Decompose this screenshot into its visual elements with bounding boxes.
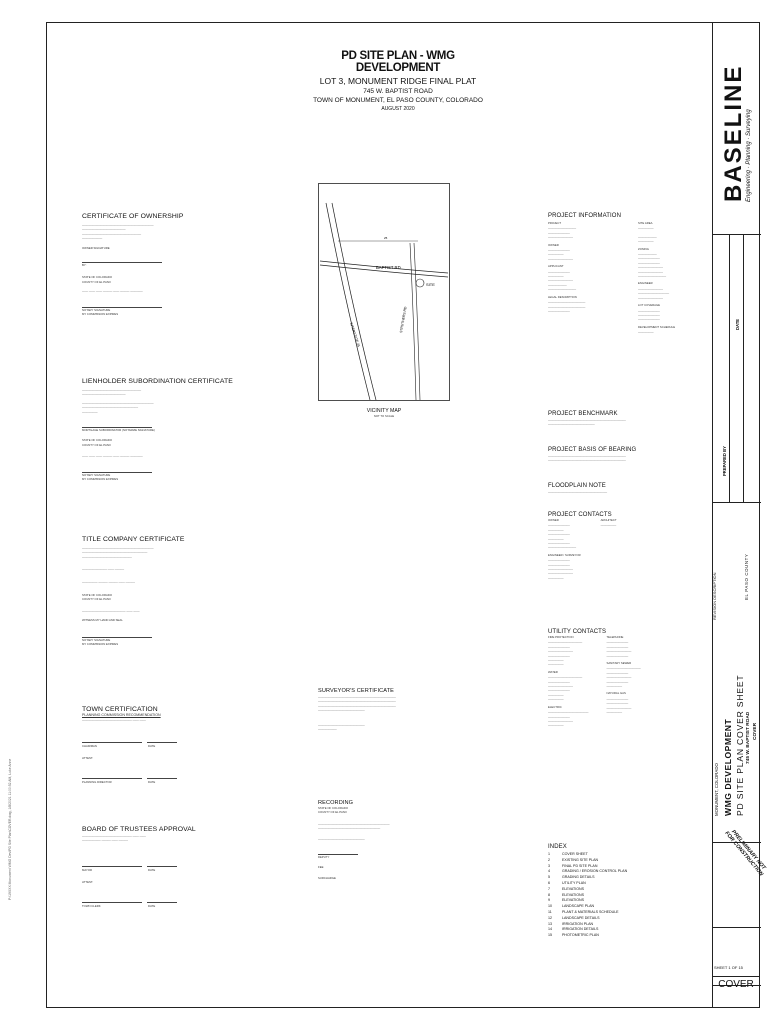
- index-number: 7: [548, 886, 550, 891]
- date-label: DATE: [148, 903, 156, 908]
- date-line[interactable]: [147, 742, 177, 743]
- county-strip-label: EL PASO COUNTY: [744, 553, 749, 600]
- date-line[interactable]: [147, 902, 177, 903]
- water-label: WATER: [548, 669, 558, 674]
- client-name: WMG DEVELOPMENT: [723, 718, 733, 816]
- applicant-label: APPLICANT: [548, 264, 564, 269]
- section-heading: UTILITY CONTACTS: [548, 629, 607, 635]
- sheet-subtitle: 745 W. BAPTIST ROAD: [746, 711, 751, 764]
- date-line[interactable]: [147, 866, 177, 867]
- index-number: 9: [548, 898, 550, 903]
- index-number: 15: [548, 933, 552, 938]
- sheet-subtitle-2: COVER: [753, 722, 758, 740]
- floodplain-note: FLOODPLAIN NOTE ______________________________________: [548, 483, 708, 493]
- index-number: 13: [548, 921, 552, 926]
- mayor-label: MAYOR: [82, 867, 93, 872]
- deputy-label: DEPUTY: [318, 855, 330, 860]
- mortgage-label: MORTGAGE SUBORDINATOR (NOTARIZE SIGNATURE): [82, 428, 155, 433]
- project-benchmark: PROJECT BENCHMARK __________________________________________________ ______________________________: [548, 411, 708, 426]
- notary-label: NOTARY SIGNATURE: [82, 472, 111, 477]
- index-number: 6: [548, 880, 550, 885]
- section-heading: SURVEYOR'S CERTIFICATE: [318, 688, 394, 694]
- section-heading: PROJECT BENCHMARK: [548, 411, 618, 417]
- county-label: COUNTY OF EL PASO: [82, 279, 111, 284]
- index-number: 10: [548, 904, 552, 909]
- index-sheet-name: LANDSCAPE DETAILS: [562, 915, 600, 920]
- section-heading: TOWN CERTIFICATION: [82, 706, 158, 713]
- engineer-label: ENGINEER: [638, 281, 653, 286]
- preliminary-stamp: PRELIMINARY NOT FOR CONSTRUCTION: [723, 829, 767, 878]
- prepared-by-label: PREPARED BY: [722, 446, 727, 476]
- lot-coverage-label: LOT COVERAGE: [638, 303, 661, 308]
- section-heading: FLOODPLAIN NOTE: [548, 483, 606, 489]
- date-col-label: DATE: [735, 318, 740, 330]
- vicinity-map: [318, 183, 450, 401]
- index-sheet-name: PHOTOMETRIC PLAN: [562, 933, 599, 938]
- index-number: 11: [548, 909, 552, 914]
- index-sheet-name: ELEVATIONS: [562, 898, 585, 903]
- section-heading: BOARD OF TRUSTEES APPROVAL: [82, 826, 196, 833]
- index-sheet-name: GRADING DETAILS: [562, 875, 595, 880]
- index-number: 12: [548, 915, 552, 920]
- road-label-baptist: BAPTIST RD: [376, 265, 401, 270]
- road-label-i25: INTERSTATE 25: [349, 322, 361, 348]
- telephone-label: TELEPHONE: [606, 635, 624, 639]
- index-sheet-name: LANDSCAPE PLAN: [562, 904, 595, 909]
- attest-label: ATTEST:: [82, 755, 93, 760]
- index-sheet-name: IRRIGATION PLAN: [562, 921, 594, 926]
- index-sheet-name: IRRIGATION DETAILS: [562, 927, 599, 932]
- sheet-title-block: [723, 719, 733, 816]
- sheet-title: PD SITE PLAN COVER SHEET: [735, 674, 745, 816]
- index-sheet-name: UTILITY PLAN: [562, 880, 586, 885]
- commission-label: MY COMMISSION EXPIRES: [82, 642, 119, 647]
- cover-label: COVER: [712, 976, 760, 990]
- project-label: PROJECT: [548, 221, 562, 225]
- sheet-index: [548, 844, 658, 939]
- date-label: DATE: [148, 867, 156, 872]
- address: 745 W. BAPTIST ROAD: [363, 88, 433, 95]
- date: AUGUST 2020: [381, 106, 415, 112]
- surveyor-certificate: SURVEYOR'S CERTIFICATE __________________________________________________ __________________________________________________ __________________________________________________ ______________________________ ______________________________ ____________: [318, 688, 458, 730]
- company-services: Engineering · Planning · Surveying: [746, 109, 752, 202]
- company-name: BASELINE: [720, 64, 747, 202]
- sanitary-label: SANITARY SEWER: [606, 661, 632, 666]
- index-number: 3: [548, 863, 550, 868]
- state-label: STATE OF COLORADO: [82, 275, 113, 280]
- index-sheet-name: FINAL PD SITE PLAN: [562, 863, 598, 868]
- town: TOWN OF MONUMENT, EL PASO COUNTY, COLORADO: [313, 97, 483, 104]
- zoning-label: ZONING: [638, 246, 649, 251]
- planning-director-label: PLANNING DIRECTOR: [82, 779, 112, 784]
- index-list: [548, 852, 658, 939]
- company-logo: [722, 65, 753, 202]
- chairman-label: CHAIRMAN: [82, 743, 97, 748]
- road-label-struthers: STRUTHERS RD: [399, 306, 408, 334]
- section-heading: LIENHOLDER SUBORDINATION CERTIFICATE: [82, 378, 233, 385]
- county-label: COUNTY OF EL PASO: [82, 597, 111, 602]
- date-label: DATE: [148, 743, 156, 748]
- sheet-title-wrap: [735, 675, 745, 816]
- sheet-num: 1: [728, 965, 731, 970]
- county-label: COUNTY OF EL PASO: [82, 442, 111, 447]
- attest-label: ATTEST:: [82, 879, 93, 884]
- index-number: 5: [548, 875, 550, 880]
- site-area-label: SITE AREA: [638, 221, 653, 225]
- index-sheet-name: COVER SHEET: [562, 852, 588, 856]
- board-approval: BOARD OF TRUSTEES APPROVAL ________________________________ ____ ____ ____________ ______ ____ ______ MAYOR DATE ATTEST: TOWN CLERK DATE: [82, 826, 282, 912]
- engineer-contact-label: ENGINEER / SURVEYOR: [548, 552, 581, 557]
- fee-label: FEE: [318, 865, 324, 870]
- index-sheet-name: PLANT & MATERIALS SCHEDULE: [562, 909, 619, 914]
- owner-label: OWNER: [548, 242, 559, 247]
- sheet-total: 15: [738, 965, 743, 970]
- signature-line[interactable]: [82, 742, 142, 743]
- by-label: BY:: [82, 263, 87, 268]
- state-label: STATE OF COLORADO: [82, 438, 113, 443]
- schedule-label: DEVELOPMENT SCHEDULE: [638, 324, 676, 329]
- title-block: [298, 50, 498, 112]
- lienholder-certificate: LIENHOLDER SUBORDINATION CERTIFICATE ______________________________________ ____________________________ ______________________________________________ ____________________________________ __________ MORTGAGE SUBORDINATOR (NOTARIZE SIGNATURE) STATE OF COLORADO COUNTY OF EL PASO ____ ____ ____ ______ ____ ______ ________ NOTARY SIGNATURE MY COMMISSION EXPIRES: [82, 378, 282, 481]
- index-sheet-name: ELEVATIONS: [562, 892, 585, 897]
- signature-line[interactable]: [82, 778, 142, 779]
- title-company-certificate: TITLE COMPANY CERTIFICATE ______________________________________________ __________________________________________ ________________________________ ________________ ____ ______ __________ ______ ______ ____ ______ STATE OF COLORADO COUNTY OF EL PASO ____________________________ ____ ____ WITNESS MY HAND AND SEAL NOTARY SIGNATURE MY COMMISSION EXPIRES: [82, 536, 282, 646]
- project-information: PROJECT INFORMATION PROJECT __________________ ______________ ________________ OWNER ______________ __________ ________________ APPLICANT ______________ __________ ________________ ____________ __________________ LEGAL DESCRIPTION ________________________ ________________________ ______________ SITE AREA __________ ____________ __________ ZONING ____________ ______________ ______________ ________________ ________________ __________________ ENGINEER ________________ ____________________ ________________ LOT COVERAGE ______________ ______________ ______________ DEVELOPMENT SCHEDULE __________: [548, 213, 708, 334]
- owner-contact-label: OWNER: [548, 518, 559, 522]
- file-path-note: P:\19XXX Monument WMG Dev\PD Site Plan\COVER.dwg, 1/8/2021 11:00:52 AM, Luke Anne: [8, 758, 12, 900]
- index-number: 4: [548, 869, 550, 874]
- vicinity-heading: VICINITY MAP: [366, 408, 402, 414]
- owner-signature-label: OWNER SIGNATURE: [82, 245, 110, 250]
- architect-contact-label: ARCHITECT: [600, 518, 617, 522]
- state-label: STATE OF COLORADO: [318, 806, 349, 810]
- notary-label: NOTARY SIGNATURE: [82, 307, 111, 312]
- subheading: PLANNING COMMISSION RECOMMENDATION: [82, 713, 161, 717]
- utility-contacts: UTILITY CONTACTS FIRE PROTECTION ______________________ ______________ ________________ ______________ __________ __________ WATER ______________________ ______________ ________________ ______________ __________ __________ ELECTRIC __________________________ ______________ ________________ __________ TELEPHONE ______________ ______________ ________________ ______________ SANITARY SEWER ______________________ ______________ ________________ ______________ __________ NATURAL GAS ______________ ______________ ________________ __________: [548, 629, 708, 727]
- section-heading: TITLE COMPANY CERTIFICATE: [82, 536, 185, 543]
- project-basis-bearing: PROJECT BASIS OF BEARING __________________________________________________ __________________________________________________: [548, 447, 708, 462]
- index-sheet-name: EXISTING SITE PLAN: [562, 857, 599, 862]
- commission-label: MY COMMISSION EXPIRES: [82, 477, 119, 482]
- signature-line[interactable]: [82, 902, 142, 903]
- index-number: 14: [548, 927, 552, 932]
- index-sheet-name: ELEVATIONS: [562, 886, 585, 891]
- vicinity-caption: [348, 408, 420, 418]
- electric-label: ELECTRIC: [548, 704, 562, 709]
- index-number: 2: [548, 857, 550, 862]
- state-label: STATE OF COLORADO: [82, 593, 113, 598]
- certificate-ownership: CERTIFICATE OF OWNERSHIP ______________________________________________ ____________________________ ______________________________________ _____________ OWNER SIGNATURE BY: STATE OF COLORADO COUNTY OF EL PASO ____ ____ ____ ______ ____ ______ ________ NOTARY SIGNATURE MY COMMISSION EXPIRES: [82, 213, 282, 316]
- date-label: DATE: [148, 779, 156, 784]
- section-heading: PROJECT INFORMATION: [548, 213, 622, 219]
- county-label: COUNTY OF EL PASO: [318, 810, 347, 815]
- section-heading: PROJECT BASIS OF BEARING: [548, 447, 637, 453]
- town-clerk-label: TOWN CLERK: [82, 903, 101, 908]
- signature-line[interactable]: [82, 866, 142, 867]
- gas-label: NATURAL GAS: [606, 691, 626, 696]
- section-heading: CERTIFICATE OF OWNERSHIP: [82, 213, 184, 220]
- sheet-number-block: SHEET 1 OF 15: [714, 965, 743, 970]
- town-certification: TOWN CERTIFICATION PLANNING COMMISSION RECOMMENDATION ________________________________ ____ ____ CHAIRMAN DATE ATTEST: PLANNING DIRECTOR DATE: [82, 706, 282, 792]
- scale-note: NOT TO SCALE: [373, 414, 395, 418]
- i25-label: 25: [384, 236, 388, 240]
- index-row: [548, 933, 658, 939]
- commission-label: MY COMMISSION EXPIRES: [82, 312, 119, 317]
- index-number: 1: [548, 852, 550, 856]
- date-line[interactable]: [147, 778, 177, 779]
- section-heading: INDEX: [548, 844, 567, 850]
- location-label: MONUMENT, COLORADO: [714, 763, 719, 816]
- recording-block: RECORDING STATE OF COLORADO COUNTY OF EL PASO ______________________________________________ ________________________________________ ______________________________ DEPUTY FEE SURCHARGE: [318, 800, 458, 880]
- revision-label: REVISION DESCRIPTION: [712, 572, 717, 620]
- legal-label: LEGAL DESCRIPTION: [548, 294, 577, 299]
- surcharge-label: SURCHARGE: [318, 875, 336, 880]
- page-subtitle: LOT 3, MONUMENT RIDGE FINAL PLAT: [319, 76, 477, 86]
- witness-label: WITNESS MY HAND AND SEAL: [82, 618, 123, 623]
- section-heading: RECORDING: [318, 800, 354, 806]
- fire-label: FIRE PROTECTION: [548, 635, 574, 639]
- notary-label: NOTARY SIGNATURE: [82, 637, 111, 642]
- index-number: 8: [548, 892, 550, 897]
- index-sheet-name: GRADING / EROSION CONTROL PLAN: [562, 869, 628, 874]
- page-title: PD SITE PLAN - WMG DEVELOPMENT: [341, 50, 455, 74]
- section-heading: PROJECT CONTACTS: [548, 512, 612, 518]
- project-contacts: PROJECT CONTACTS OWNER ______________ __________ ______________ __________ ______________ __________________ ENGINEER / SURVEYOR ______________ ______________ ________________ ________________ __________ ARCHITECT __________: [548, 512, 708, 579]
- site-label: SITE: [426, 282, 435, 287]
